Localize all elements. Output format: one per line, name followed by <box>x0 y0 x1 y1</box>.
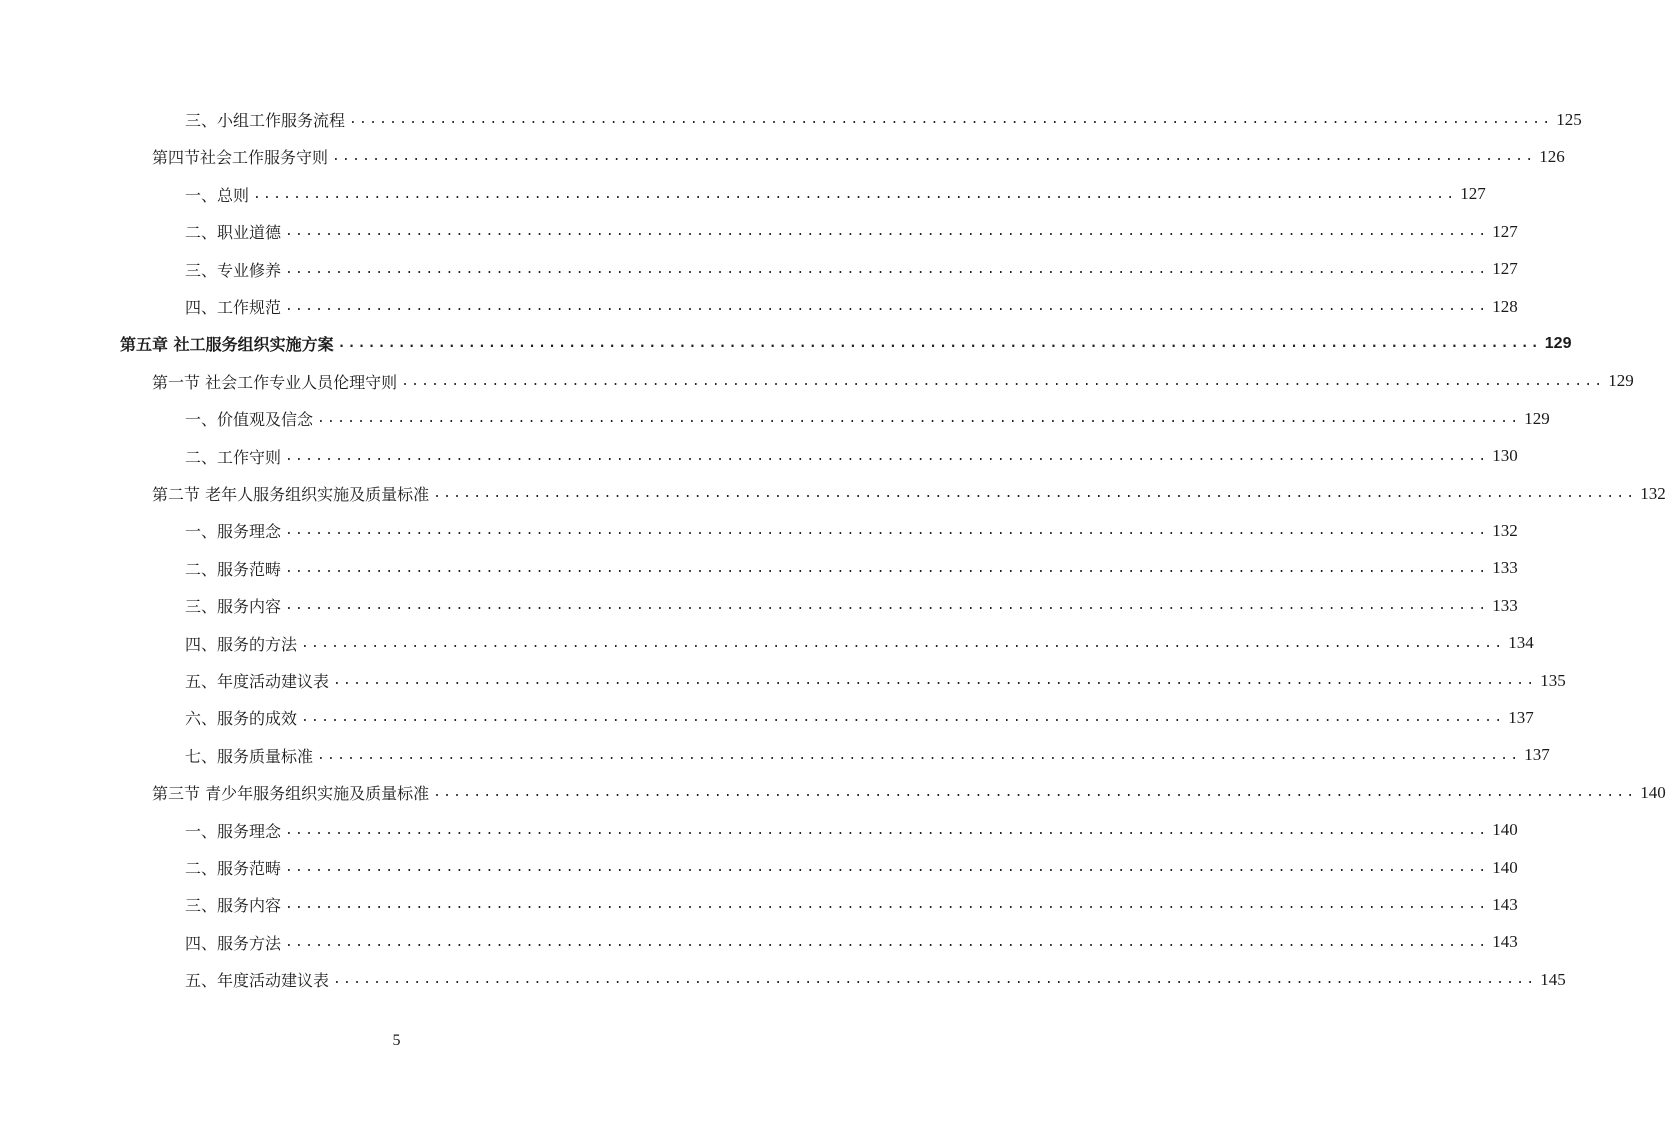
toc-entry-page: 134 <box>1508 633 1534 653</box>
toc-entry-page: 127 <box>1492 259 1518 279</box>
toc-entry-title: 二、服务范畴 <box>185 559 282 579</box>
toc-leader-dots: ........................................................................................................................ <box>285 934 1489 950</box>
toc-section-entry[interactable] <box>152 774 1666 811</box>
toc-section-entry[interactable] <box>152 363 1634 400</box>
toc-subsection-entry[interactable] <box>185 176 1486 213</box>
toc-entry-title: 一、服务理念 <box>185 821 282 841</box>
toc-leader-dots: ........................................................................................................................ <box>253 186 1457 202</box>
toc-leader-dots: ........................................................................................................................ <box>285 261 1489 277</box>
toc-subsection-entry[interactable] <box>185 438 1518 475</box>
toc-entry-title: 第三节 青少年服务组织实施及质量标准 <box>152 784 430 804</box>
toc-entry-title: 一、价值观及信念 <box>185 410 314 430</box>
toc-subsection-entry[interactable] <box>185 924 1518 961</box>
toc-entry-title: 一、总则 <box>185 185 250 205</box>
toc-entry-title: 第一节 社会工作专业人员伦理守则 <box>152 372 398 392</box>
toc-entry-page: 129 <box>1544 334 1572 352</box>
toc-subsection-entry[interactable] <box>185 550 1518 587</box>
toc-subsection-entry[interactable] <box>185 625 1534 662</box>
toc-entry-page: 127 <box>1460 184 1486 204</box>
toc-entry-page: 143 <box>1492 932 1518 952</box>
toc-leader-dots: ........................................................................................................................ <box>285 560 1489 576</box>
toc-entry-title: 第二节 老年人服务组织实施及质量标准 <box>152 485 430 504</box>
toc-entry-title: 二、职业道德 <box>185 223 282 243</box>
toc-entry-page: 125 <box>1556 109 1582 129</box>
toc-leader-dots: ........................................................................................................................ <box>285 448 1489 464</box>
toc-entry-page: 137 <box>1508 707 1534 727</box>
toc-leader-dots: ........................................................................................................................ <box>349 112 1553 127</box>
toc-entry-page: 145 <box>1540 969 1566 989</box>
toc-entry-title: 四、服务方法 <box>185 933 282 953</box>
toc-entry-page: 132 <box>1640 483 1666 503</box>
toc-entry-page: 137 <box>1524 745 1550 765</box>
toc-section-entry[interactable] <box>152 475 1666 512</box>
toc-leader-dots: ........................................................................................................................ <box>285 224 1489 240</box>
toc-subsection-entry[interactable] <box>185 288 1518 325</box>
toc-entry-page: 129 <box>1608 371 1634 391</box>
toc-subsection-entry[interactable] <box>185 849 1518 886</box>
toc-subsection-entry[interactable] <box>185 699 1534 736</box>
toc-entry-page: 126 <box>1539 146 1565 166</box>
toc-subsection-entry[interactable] <box>185 213 1518 250</box>
toc-entry-title: 一、服务理念 <box>185 522 282 542</box>
toc-entry-page: 135 <box>1540 670 1566 690</box>
toc-entry-title: 六、服务的成效 <box>185 709 298 729</box>
toc-subsection-entry[interactable] <box>185 587 1518 624</box>
toc-leader-dots: ........................................................................................................................ <box>285 523 1489 539</box>
toc-entry-page: 130 <box>1492 446 1518 466</box>
toc-leader-dots: ........................................................................................................................ <box>285 299 1489 314</box>
toc-entry-title: 七、服务质量标准 <box>185 746 314 766</box>
toc-subsection-entry[interactable] <box>185 961 1566 998</box>
toc-leader-dots: ........................................................................................................................ <box>332 149 1536 165</box>
toc-entry-title: 四、工作规范 <box>185 298 282 317</box>
toc-entry-page: 133 <box>1492 595 1518 615</box>
toc-entry-page: 140 <box>1640 782 1666 802</box>
toc-entry-page: 129 <box>1524 408 1550 428</box>
toc-leader-dots: ........................................................................................................................ <box>317 747 1521 763</box>
toc-leader-dots: ........................................................................................................................ <box>285 897 1489 913</box>
toc-section-entry[interactable] <box>152 138 1565 175</box>
toc-subsection-entry[interactable] <box>185 662 1566 699</box>
toc-leader-dots: ........................................................................................................................ <box>333 673 1537 688</box>
toc-entry-page: 127 <box>1492 221 1518 241</box>
toc-entry-page: 132 <box>1492 520 1518 540</box>
toc-leader-dots: ........................................................................................................................ <box>337 336 1541 352</box>
toc-leader-dots: ........................................................................................................................ <box>333 972 1537 988</box>
toc-chapter-entry[interactable] <box>120 325 1572 362</box>
toc-entry-title: 三、服务内容 <box>185 896 282 916</box>
toc-entry-page: 143 <box>1492 894 1518 914</box>
toc-subsection-entry[interactable] <box>185 251 1518 288</box>
toc-subsection-entry[interactable] <box>185 812 1518 849</box>
toc-entry-page: 140 <box>1492 857 1518 877</box>
toc-subsection-entry[interactable] <box>185 400 1550 437</box>
toc-entry-page: 128 <box>1492 296 1518 316</box>
toc-entry-page: 140 <box>1492 820 1518 840</box>
toc-leader-dots: ........................................................................................................................ <box>317 411 1521 427</box>
toc-entry-title: 第五章 社工服务组织实施方案 <box>120 335 334 355</box>
toc-leader-dots: ........................................................................................................................ <box>301 635 1505 651</box>
toc-entry-title: 三、专业修养 <box>185 260 282 280</box>
toc-entry-title: 二、服务范畴 <box>185 859 282 878</box>
toc-entry-title: 二、工作守则 <box>185 447 282 467</box>
toc-subsection-entry[interactable] <box>185 512 1518 549</box>
toc-entry-title: 第四节社会工作服务守则 <box>152 148 329 168</box>
toc-entry-title: 三、小组工作服务流程 <box>185 111 346 130</box>
toc-subsection-entry[interactable] <box>185 737 1550 774</box>
toc-subsection-entry[interactable] <box>185 101 1582 138</box>
toc-entry-title: 五、年度活动建议表 <box>185 672 330 691</box>
toc-entry-title: 五、年度活动建议表 <box>185 971 330 991</box>
toc-entry-title: 三、服务内容 <box>185 597 282 617</box>
toc-entry-page: 133 <box>1492 558 1518 578</box>
toc-leader-dots: ........................................................................................................................ <box>433 785 1637 801</box>
page-number: 5 <box>392 1032 401 1049</box>
toc-leader-dots: ........................................................................................................................ <box>433 486 1637 501</box>
toc-subsection-entry[interactable] <box>185 886 1518 923</box>
toc-leader-dots: ........................................................................................................................ <box>401 373 1605 389</box>
toc-leader-dots: ........................................................................................................................ <box>285 598 1489 614</box>
toc-leader-dots: ........................................................................................................................ <box>301 710 1505 726</box>
toc-leader-dots: ........................................................................................................................ <box>285 822 1489 838</box>
toc-leader-dots: ........................................................................................................................ <box>285 860 1489 875</box>
toc-entry-title: 四、服务的方法 <box>185 634 298 654</box>
